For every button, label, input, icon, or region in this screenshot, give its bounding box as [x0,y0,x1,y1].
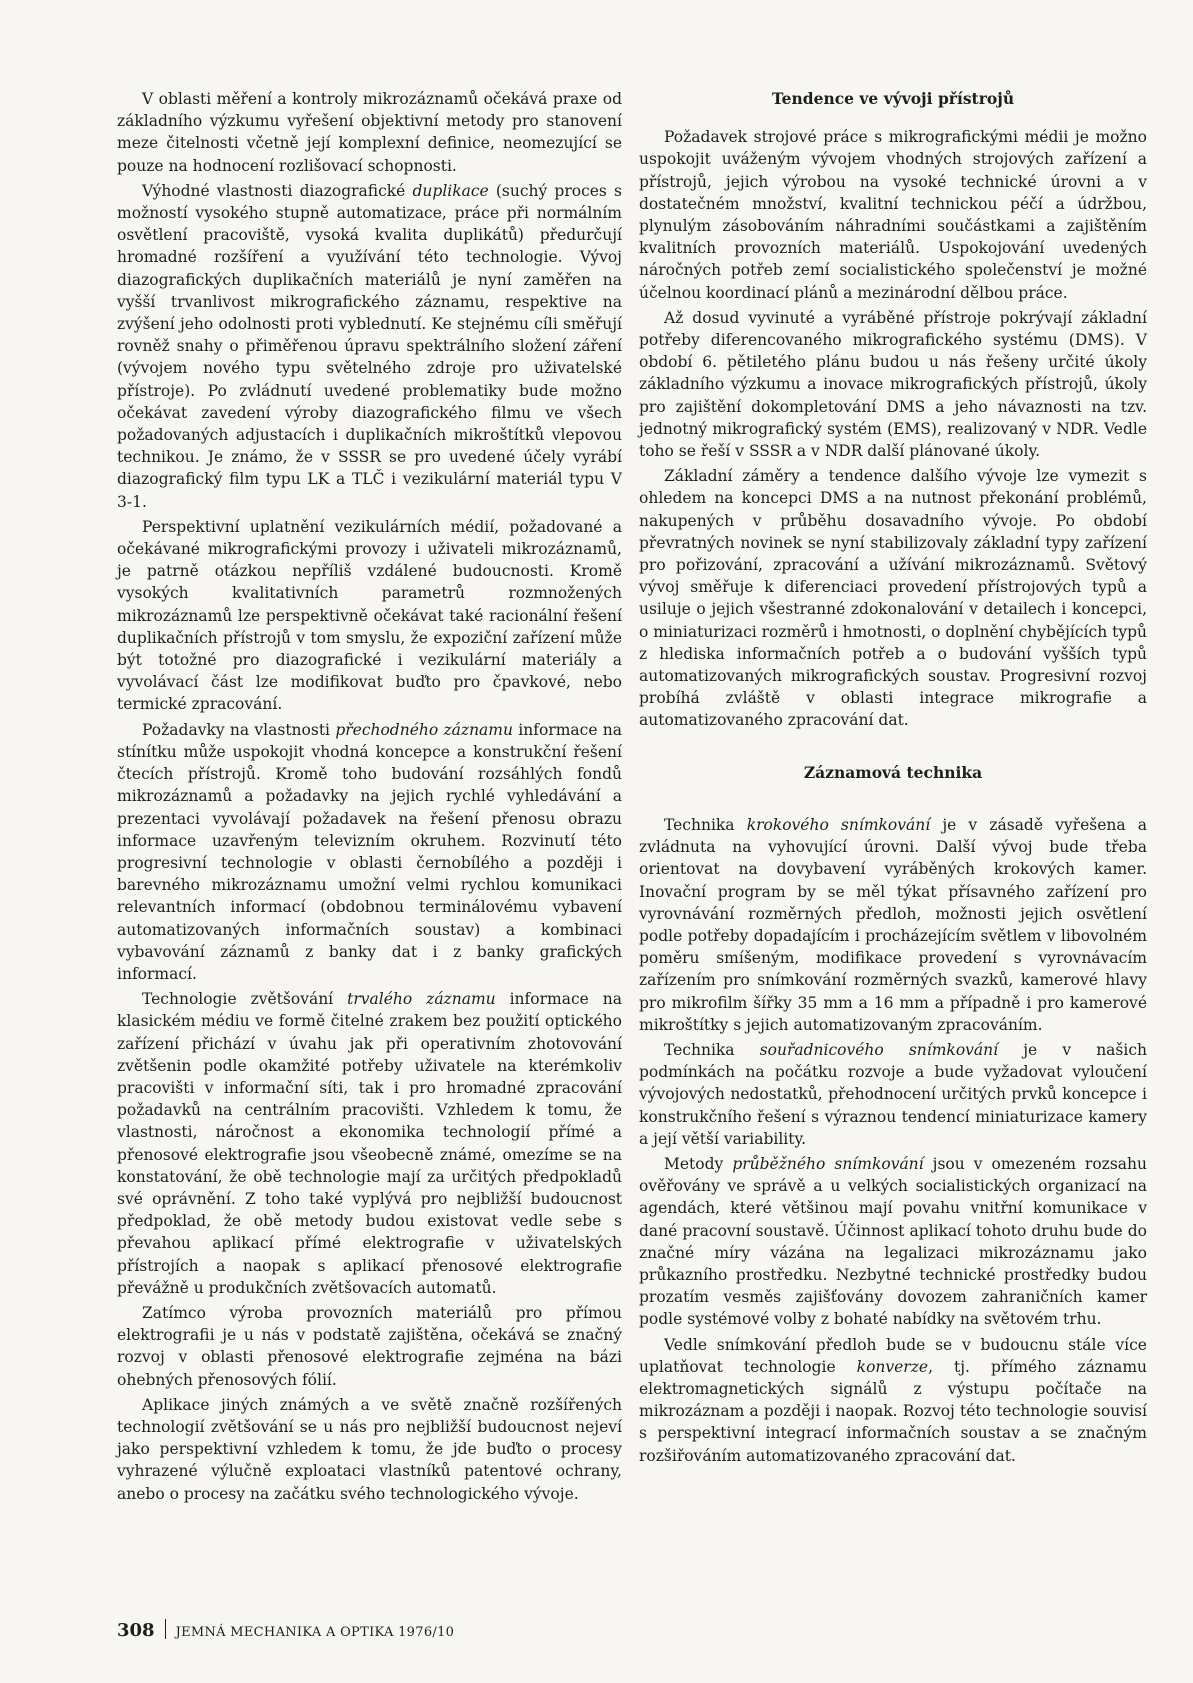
paragraph [117,988,622,1299]
text-run: Metody [664,1154,733,1173]
emphasis: konverze [856,1357,929,1376]
paragraph [639,1039,1147,1150]
text-run: informace na stínítku může uspokojit vhodná koncepce a konstrukční řešení čtecích přístrojů. Kromě toho budování rozsáhlých fondů mikrozáznamů a požadavky na jejich rychlé vyhledávání a prezentaci vyvolávají požadavek na řešení přenosu obrazu informace uzavřeným televizním okruhem. Rozvinutí této progresivní technologie v oblasti černobílého a později i barevného mikrozáznamu umožní velmi rychlou komunikaci relevantních informací (obdobnou terminálovému vybavení automatizovaných informačních soustav) a kombinaci vybavování záznamů z banky dat i z banky grafických informací. [117,720,623,983]
paragraph: Až dosud vyvinuté a vyráběné přístroje pokrývají základní potřeby diferencovaného mikrografického systému (DMS). V období 6. pětiletého plánu budou u nás řešeny určité úkoly základního výzkumu a inovace mikrografických přístrojů, úkoly pro zajištění dokompletování DMS a jeho návaznosti na tzv. jednotný mikrografický systém (EMS), realizovaný v NDR. Vedle toho se řeší v SSSR a v NDR další plánované úkoly. [639,308,1147,461]
left-column [117,88,622,1508]
text-run: , tj. přímého záznamu elektromagnetických signálů z výstupu počítače na mikrozáznam a později i naopak. Rozvoj této technologie souvisí s perspektivní integrací informačních soustav a se značným rozšiřováním automatizovaného zpracování dat. [639,1357,1148,1465]
footer-divider [165,1619,166,1639]
paragraph [639,1153,1147,1331]
emphasis: přechodného záznamu [335,720,513,739]
right-column [639,88,1147,1470]
page-footer [117,1616,454,1641]
emphasis: souřadnicového snímkování [759,1040,999,1059]
emphasis: duplikace [412,181,489,200]
text-run: informace na klasickém médiu ve formě čitelné zrakem bez použití optického zařízení přichází v úvahu jak při operativním zhotovování zvětšenin podle okamžité potřeby uživatele na kterémkoliv pracovišti v informační síti, tak i pro hromadné zpracování požadavků na centrálním pracovišti. Vzhledem k tomu, že vlastnosti, náročnost a ekonomika technologií přímé a přenosové elektrografie jsou všeobecně známé, omezíme se na konstatování, že obě technologie mají za určitých předpokladů své oprávnění. Z toho také vyplývá pro nejbližší budoucnost předpoklad, že obě metody budou existovat vedle sebe s převahou aplikací přímé elektrografie v uživatelských přístrojích a naopak s aplikací přenosové elektrografie převážně u produkčních zvětšovacích automatů. [117,990,622,1297]
paragraph: Perspektivní uplatnění vezikulárních médií, požadované a očekávané mikrografickými provozy i uživateli mikrozáznamů, je patrně otázkou nepříliš vzdálené budoucnosti. Kromě vysokých kvalitativních parametrů rozmnožených mikrozáznamů lze perspektivně očekávat také racionální řešení duplikačních přístrojů v tom smyslu, že expoziční zařízení může být totožné pro diazografické i vezikulární materiály a vyvolávací část lze modifikovat buďto pro čpavkové, nebo termické zpracování. [117,517,622,714]
section-heading: Tendence ve vývoji přístrojů [771,89,1015,108]
text-run: Technologie zvětšování [142,990,348,1009]
text-run: (suchý proces s možností vysokého stupně automatizace, práce při normálním osvětlení pracoviště, vysoká kvalita duplikátů) předurčují hromadné rozšíření a využívání této technologie. Vývoj diazografických duplikačních materiálů je nyní zaměřen na vyšší trvanlivost mikrografického záznamu, respektive na zvýšení jeho odolnosti proti vyblednutí. Ke stejnému cíli směřují rovněž snahy o přiměřenou úpravu spektrálního složení záření (vývojem nového typu světelného zdroje pro uživatelské přístroje). Po zvládnutí uvedené problematiky bude možno očekávat zavedení výroby diazografického filmu ve všech požadovaných adjustacích i duplikačních mikroštítků vlepovou technikou. Je známo, že v SSSR se pro uvedené účely vyrábí diazografický film typu LK a TLČ i vezikulární materiál typu V 3-1. [117,181,622,511]
text-run: je v našich podmínkách na počátku rozvoje a bude vyžadovat vyloučení vývojových nedostatků, přehodnocení určitých prvků koncepce i konstrukčního řešení s výraznou tendencí miniaturizace kamery a její větší variability. [639,1040,1147,1148]
paragraph: Zatímco výroba provozních materiálů pro přímou elektrografii je u nás v podstatě zajištěna, očekává se značný rozvoj v oblasti přenosové elektrografie zejména na bázi ohebných přenosových fólií. [117,1303,622,1389]
paragraph: V oblasti měření a kontroly mikrozáznamů očekává praxe od základního výzkumu vyřešení objektivní metody pro stanovení meze čitelnosti včetně její komplexní definice, neomezující se pouze na hodnocení rozlišovací schopnosti. [117,90,622,175]
text-run: jsou v omezeném rozsahu ověřovány ve správě a u velkých socialistických organizací na agendách, které většinou mají povahu vnitřní komunikace v dané pracovní soustavě. Účinnost aplikací tohoto druhu bude do značné míry vázána na legalizaci mikrozáznamu jako průkazního prostředku. Nezbytné technické prostředky budou prozatím vesměs zajišťovány dovozem zahraničních kamer podle systémové volby z bohaté nabídky na světovém trhu. [639,1154,1147,1329]
text-run: Technika [664,815,747,834]
text-run: Technika [664,1040,760,1059]
paragraph: Aplikace jiných známých a ve světě značně rozšířených technologií zvětšování se u nás pro nejbližší budoucnost nejeví jako perspektivní vzhledem k tomu, že jde buďto o procesy vyhrazené výlučně exploataci vlastníků patentové ochrany, anebo o procesy na začátku svého technologického vývoje. [117,1395,622,1503]
paragraph [639,1334,1147,1467]
paragraph: Základní záměry a tendence dalšího vývoje lze vymezit s ohledem na koncepci DMS a na nutnost překonání problémů, nakupených v průběhu dosavadního vývoje. Po období převratných novinek se nyní stabilizovaly základní typy zařízení pro pořizování, zpracování a užívání mikrozáznamů. Světový vývoj směřuje k diferenciaci provedení přístrojových typů a usiluje o jejich všestranné zdokonalování v detailech i koncepci, o miniaturizaci rozměrů i hmotnosti, o doplnění chybějících typů z hlediska informačních potřeb a o budování vyšších typů automatizovaných mikrografických soustav. Progresivní rozvoj probíhá zvláště v oblasti integrace mikrografie a automatizovaného zpracování dat. [639,467,1147,730]
text-run: Vedle snímkování předloh bude se v budoucnu stále více uplatňovat technologie [639,1335,1147,1376]
paragraph [117,180,622,513]
text-run: Požadavky na vlastnosti [142,720,336,739]
emphasis: trvalého záznamu [347,990,496,1009]
paragraph: Požadavek strojové práce s mikrografickými médii je možno uspokojit uváženým vývojem vhodných strojových zařízení a přístrojů, jejich výrobou na vysoké technické úrovni a v dostatečném množství, kvalitní technickou péčí a údržbou, plynulým zásobováním náhradními součástkami a zajištěním kvalitních provozních materiálů. Uspokojování uvedených náročných potřeb zemí socialistického společenství je možné účelnou koordinací plánů a mezinárodní dělbou práce. [639,128,1147,302]
paragraph [117,719,622,985]
journal-title: JEMNÁ MECHANIKA A OPTIKA 1976/10 [175,1625,455,1640]
text-run: je v zásadě vyřešena a zvládnuta na vyhovující úrovni. Další vývoj bude třeba orientovat na dovybavení vyráběných krokových kamer. Inovační program by se měl týkat přísavného zařízení pro vyrovnávání rozměrných předloh, možnosti jejich osvětlení podle potřeby dopadajícím i procházejícím světlem v libovolném poměru smíšeným, modifikace provedení s vyrovnávacím zařízením pro snímkování rozměrných svazků, kamerové hlavy pro mikrofilm šířky 35 mm a 16 mm a případně i pro kamerové mikroštítky s jejich automatizovaným zpracováním. [639,815,1147,1034]
emphasis: krokového snímkování [746,815,931,834]
emphasis: průběžného snímkování [732,1154,924,1173]
section-heading: Záznamová technika [803,762,983,782]
text-run: Výhodné vlastnosti diazografické [142,181,413,200]
paragraph [639,814,1147,1036]
page-number: 308 [117,1620,155,1641]
